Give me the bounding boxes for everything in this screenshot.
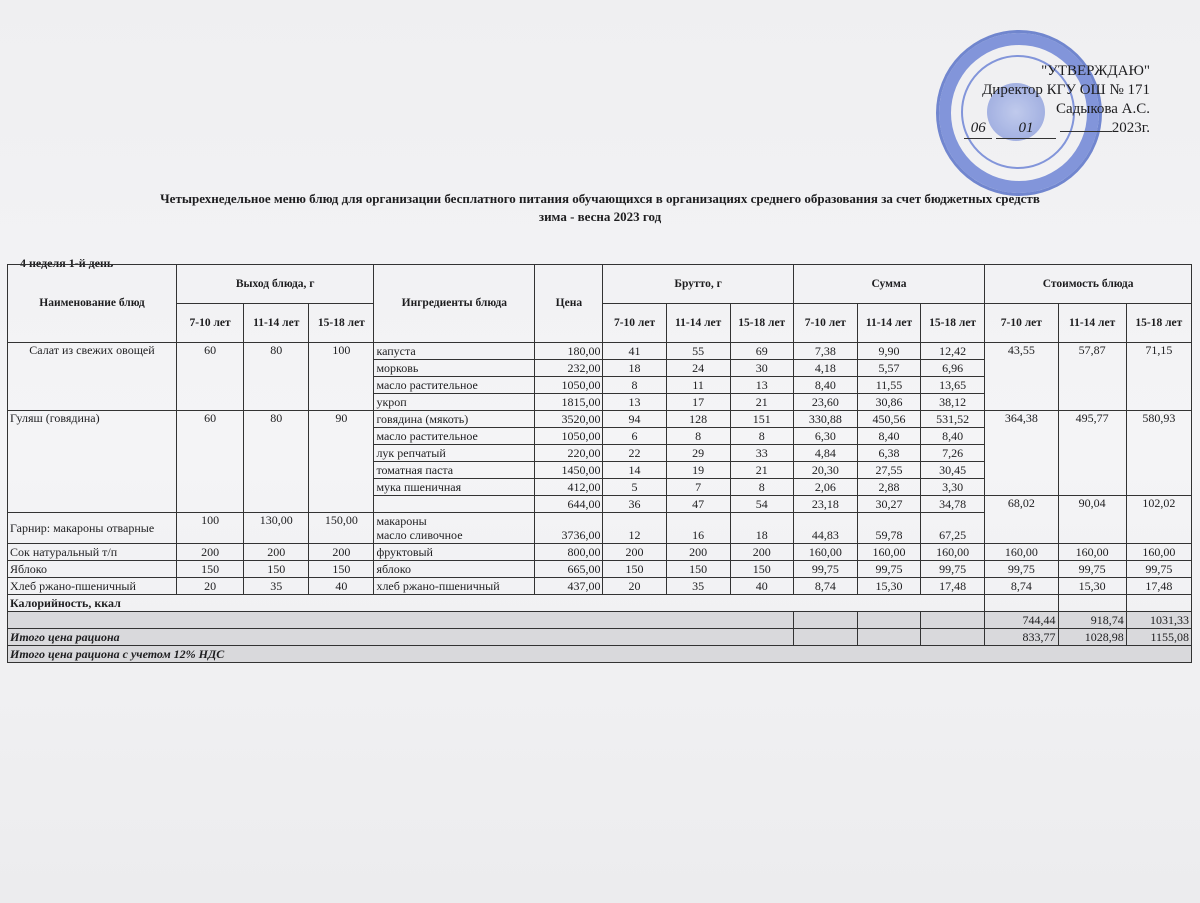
output-cell: 200 bbox=[244, 544, 309, 561]
brutto-cell: 29 bbox=[666, 445, 730, 462]
table-row bbox=[8, 544, 1192, 561]
header-sum-age-15-18: 15-18 лет bbox=[921, 304, 985, 343]
price-cell: 232,00 bbox=[535, 360, 603, 377]
total-price-cell: 1155,08 bbox=[1126, 629, 1191, 646]
dish-name-cell: Хлеб ржано-пшеничный bbox=[8, 578, 177, 595]
brutto-cell: 200 bbox=[730, 544, 793, 561]
ingredient-cell bbox=[374, 513, 535, 544]
header-cost: Стоимость блюда bbox=[985, 265, 1192, 304]
sum-cell: 8,40 bbox=[921, 428, 985, 445]
price-cell: 412,00 bbox=[535, 479, 603, 496]
brutto-cell: 151 bbox=[730, 411, 793, 428]
brutto-cell: 94 bbox=[603, 411, 666, 428]
sum-cell: 13,65 bbox=[921, 377, 985, 394]
cost-cell: 364,38 bbox=[985, 411, 1058, 496]
cost-cell: 71,15 bbox=[1126, 343, 1191, 411]
brutto-cell: 33 bbox=[730, 445, 793, 462]
sum-cell: 330,88 bbox=[793, 411, 857, 428]
cost-cell: 90,04 bbox=[1058, 496, 1126, 544]
sum-cell: 160,00 bbox=[793, 544, 857, 561]
sum-cell: 6,38 bbox=[857, 445, 920, 462]
total-cost-cell: 744,44 bbox=[985, 612, 1058, 629]
cost-cell: 99,75 bbox=[1058, 561, 1126, 578]
calories-row bbox=[8, 595, 1192, 612]
brutto-cell: 6 bbox=[603, 428, 666, 445]
brutto-cell: 24 bbox=[666, 360, 730, 377]
brutto-cell: 69 bbox=[730, 343, 793, 360]
cost-cell: 15,30 bbox=[1058, 578, 1126, 595]
cost-cell: 17,48 bbox=[1126, 578, 1191, 595]
sum-cell: 531,52 bbox=[921, 411, 985, 428]
title-line-1: Четырехнедельное меню блюд для организации бесплатного питания обучающихся в организациях среднего образования за счет бюджетных средств bbox=[160, 191, 1040, 206]
output-cell: 150,00 bbox=[309, 513, 374, 544]
ingredient-cell: масло растительное bbox=[374, 377, 535, 394]
approval-date bbox=[964, 119, 1150, 139]
brutto-cell: 36 bbox=[603, 496, 666, 513]
sum-cell: 34,78 bbox=[921, 496, 985, 513]
sum-cell: 17,48 bbox=[921, 578, 985, 595]
brutto-cell: 5 bbox=[603, 479, 666, 496]
header-brutto: Брутто, г bbox=[603, 265, 793, 304]
total-cost-cell: 918,74 bbox=[1058, 612, 1126, 629]
brutto-cell: 35 bbox=[666, 578, 730, 595]
brutto-cell: 8 bbox=[603, 377, 666, 394]
brutto-cell: 17 bbox=[666, 394, 730, 411]
brutto-cell: 8 bbox=[730, 479, 793, 496]
price-cell: 1450,00 bbox=[535, 462, 603, 479]
dish-name-cell: Гарнир: макароны отварные bbox=[8, 513, 177, 544]
sum-cell: 38,12 bbox=[921, 394, 985, 411]
sum-cell: 2,06 bbox=[793, 479, 857, 496]
total-vat-row bbox=[8, 646, 1192, 663]
sum-cell: 99,75 bbox=[857, 561, 920, 578]
ingredient-name: макароны bbox=[376, 514, 427, 528]
sum-cell: 99,75 bbox=[793, 561, 857, 578]
output-cell: 100 bbox=[309, 343, 374, 411]
output-cell: 60 bbox=[176, 411, 243, 513]
ingredient-cell: томатная паста bbox=[374, 462, 535, 479]
calories-label: Калорийность, ккал bbox=[8, 595, 985, 612]
brutto-cell: 128 bbox=[666, 411, 730, 428]
brutto-cell: 54 bbox=[730, 496, 793, 513]
brutto-cell: 21 bbox=[730, 462, 793, 479]
header-brutto-age-7-10: 7-10 лет bbox=[603, 304, 666, 343]
output-cell: 80 bbox=[244, 343, 309, 411]
header-brutto-age-15-18: 15-18 лет bbox=[730, 304, 793, 343]
sum-cell: 12,42 bbox=[921, 343, 985, 360]
cost-cell: 68,02 bbox=[985, 496, 1058, 544]
price-cell: 220,00 bbox=[535, 445, 603, 462]
cost-cell: 99,75 bbox=[1126, 561, 1191, 578]
total-spacer-cell bbox=[857, 629, 920, 646]
sum-cell: 27,55 bbox=[857, 462, 920, 479]
approval-date-day: 06 bbox=[964, 119, 992, 139]
price-cell: 180,00 bbox=[535, 343, 603, 360]
cost-cell: 99,75 bbox=[985, 561, 1058, 578]
total-cost-cell: 1031,33 bbox=[1126, 612, 1191, 629]
sum-cell: 5,57 bbox=[857, 360, 920, 377]
price-cell: 437,00 bbox=[535, 578, 603, 595]
sum-cell: 23,60 bbox=[793, 394, 857, 411]
ingredient-cell: капуста bbox=[374, 343, 535, 360]
sum-cell: 160,00 bbox=[921, 544, 985, 561]
sum-cell: 4,84 bbox=[793, 445, 857, 462]
total-price-row bbox=[8, 629, 1192, 646]
price-cell: 644,00 bbox=[535, 496, 603, 513]
output-cell: 200 bbox=[176, 544, 243, 561]
sum-cell: 99,75 bbox=[921, 561, 985, 578]
output-cell: 150 bbox=[244, 561, 309, 578]
cost-cell: 160,00 bbox=[1126, 544, 1191, 561]
header-sum-age-11-14: 11-14 лет bbox=[857, 304, 920, 343]
total-spacer-cell bbox=[793, 629, 857, 646]
brutto-cell: 200 bbox=[666, 544, 730, 561]
price-cell: 1815,00 bbox=[535, 394, 603, 411]
output-cell: 200 bbox=[309, 544, 374, 561]
calories-cell bbox=[1058, 595, 1126, 612]
ingredient-cell: говядина (мякоть) bbox=[374, 411, 535, 428]
header-price: Цена bbox=[535, 265, 603, 343]
header-brutto-age-11-14: 11-14 лет bbox=[666, 304, 730, 343]
brutto-cell: 150 bbox=[666, 561, 730, 578]
brutto-cell: 200 bbox=[603, 544, 666, 561]
price-cell: 1050,00 bbox=[535, 428, 603, 445]
header-row-1 bbox=[8, 265, 1192, 304]
price-cell: 3520,00 bbox=[535, 411, 603, 428]
dish-name-cell: Салат из свежих овощей bbox=[8, 343, 177, 411]
header-cost-age-11-14: 11-14 лет bbox=[1058, 304, 1126, 343]
sum-cell: 8,40 bbox=[857, 428, 920, 445]
sum-cell: 20,30 bbox=[793, 462, 857, 479]
sum-cell: 30,86 bbox=[857, 394, 920, 411]
output-cell: 150 bbox=[309, 561, 374, 578]
price-cell: 800,00 bbox=[535, 544, 603, 561]
ingredient-cell: мука пшеничная bbox=[374, 479, 535, 496]
ingredient-cell: яблоко bbox=[374, 561, 535, 578]
cost-cell: 160,00 bbox=[1058, 544, 1126, 561]
header-output-age-7-10: 7-10 лет bbox=[176, 304, 243, 343]
sum-cell: 67,25 bbox=[921, 513, 985, 544]
sum-cell: 2,88 bbox=[857, 479, 920, 496]
day-label: 4 неделя 1-й день bbox=[20, 256, 114, 270]
total-vat-label: Итого цена рациона с учетом 12% НДС bbox=[8, 646, 1192, 663]
cost-cell: 57,87 bbox=[1058, 343, 1126, 411]
output-cell: 60 bbox=[176, 343, 243, 411]
brutto-cell: 7 bbox=[666, 479, 730, 496]
header-dish-name: Наименование блюд bbox=[8, 265, 177, 343]
ingredient-cell: хлеб ржано-пшеничный bbox=[374, 578, 535, 595]
brutto-cell: 12 bbox=[603, 513, 666, 544]
sum-cell: 59,78 bbox=[857, 513, 920, 544]
dish-name-cell: Гуляш (говядина) bbox=[8, 411, 177, 513]
cost-cell: 43,55 bbox=[985, 343, 1058, 411]
sum-cell: 4,18 bbox=[793, 360, 857, 377]
ingredient-cell: морковь bbox=[374, 360, 535, 377]
sum-cell: 160,00 bbox=[857, 544, 920, 561]
header-ingredients: Ингредиенты блюда bbox=[374, 265, 535, 343]
price-cell: 3736,00 bbox=[535, 513, 603, 544]
brutto-cell: 41 bbox=[603, 343, 666, 360]
brutto-cell: 40 bbox=[730, 578, 793, 595]
brutto-cell: 13 bbox=[730, 377, 793, 394]
total-row bbox=[8, 612, 1192, 629]
ingredient-name: масло сливочное bbox=[376, 528, 463, 542]
total-price-label: Итого цена рациона bbox=[8, 629, 794, 646]
ingredient-cell: лук репчатый bbox=[374, 445, 535, 462]
total-spacer-cell bbox=[921, 612, 985, 629]
ingredient-cell bbox=[374, 496, 535, 513]
total-spacer-cell bbox=[793, 612, 857, 629]
sum-cell: 450,56 bbox=[857, 411, 920, 428]
title-line-2: зима - весна 2023 год bbox=[538, 209, 662, 224]
ingredient-cell: масло растительное bbox=[374, 428, 535, 445]
sum-cell: 7,26 bbox=[921, 445, 985, 462]
brutto-cell: 18 bbox=[603, 360, 666, 377]
header-cost-age-7-10: 7-10 лет bbox=[985, 304, 1058, 343]
brutto-cell: 16 bbox=[666, 513, 730, 544]
cost-cell: 495,77 bbox=[1058, 411, 1126, 496]
approval-date-year: 2023г. bbox=[1111, 120, 1150, 136]
sum-cell: 3,30 bbox=[921, 479, 985, 496]
dish-name-cell: Яблоко bbox=[8, 561, 177, 578]
brutto-cell: 150 bbox=[603, 561, 666, 578]
output-cell: 130,00 bbox=[244, 513, 309, 544]
sum-cell: 11,55 bbox=[857, 377, 920, 394]
menu-table bbox=[7, 264, 1192, 663]
table-row bbox=[8, 561, 1192, 578]
total-price-cell: 833,77 bbox=[985, 629, 1058, 646]
calories-cell bbox=[985, 595, 1058, 612]
brutto-cell: 55 bbox=[666, 343, 730, 360]
total-spacer bbox=[8, 612, 794, 629]
header-output: Выход блюда, г bbox=[176, 265, 373, 304]
brutto-cell: 8 bbox=[666, 428, 730, 445]
output-cell: 40 bbox=[309, 578, 374, 595]
brutto-cell: 14 bbox=[603, 462, 666, 479]
ingredient-cell: фруктовый bbox=[374, 544, 535, 561]
brutto-cell: 47 bbox=[666, 496, 730, 513]
cost-cell: 160,00 bbox=[985, 544, 1058, 561]
sum-cell: 8,40 bbox=[793, 377, 857, 394]
sum-cell: 30,27 bbox=[857, 496, 920, 513]
total-price-cell: 1028,98 bbox=[1058, 629, 1126, 646]
sum-cell: 30,45 bbox=[921, 462, 985, 479]
brutto-cell: 19 bbox=[666, 462, 730, 479]
approval-position: Директор КГУ ОШ № 171 bbox=[982, 82, 1150, 98]
output-cell: 20 bbox=[176, 578, 243, 595]
brutto-cell: 150 bbox=[730, 561, 793, 578]
header-sum-age-7-10: 7-10 лет bbox=[793, 304, 857, 343]
table-row bbox=[8, 343, 1192, 360]
sum-cell: 6,96 bbox=[921, 360, 985, 377]
sum-cell: 9,90 bbox=[857, 343, 920, 360]
output-cell: 150 bbox=[176, 561, 243, 578]
sum-cell: 7,38 bbox=[793, 343, 857, 360]
brutto-cell: 22 bbox=[603, 445, 666, 462]
brutto-cell: 13 bbox=[603, 394, 666, 411]
output-cell: 100 bbox=[176, 513, 243, 544]
cost-cell: 8,74 bbox=[985, 578, 1058, 595]
header-output-age-11-14: 11-14 лет bbox=[244, 304, 309, 343]
approval-signer: Садыкова А.С. bbox=[1055, 101, 1150, 117]
brutto-cell: 18 bbox=[730, 513, 793, 544]
brutto-cell: 11 bbox=[666, 377, 730, 394]
sum-cell: 44,83 bbox=[793, 513, 857, 544]
sum-cell: 15,30 bbox=[857, 578, 920, 595]
header-output-age-15-18: 15-18 лет bbox=[309, 304, 374, 343]
total-spacer-cell bbox=[857, 612, 920, 629]
approval-block bbox=[964, 62, 1150, 139]
output-cell: 80 bbox=[244, 411, 309, 513]
brutto-cell: 30 bbox=[730, 360, 793, 377]
ingredient-cell: укроп bbox=[374, 394, 535, 411]
cost-cell: 580,93 bbox=[1126, 411, 1191, 496]
document-title bbox=[60, 190, 1140, 226]
output-cell: 35 bbox=[244, 578, 309, 595]
total-spacer-cell bbox=[921, 629, 985, 646]
header-cost-age-15-18: 15-18 лет bbox=[1126, 304, 1191, 343]
approval-date-month: 01 bbox=[996, 119, 1056, 139]
sum-cell: 23,18 bbox=[793, 496, 857, 513]
table-row bbox=[8, 578, 1192, 595]
brutto-cell: 21 bbox=[730, 394, 793, 411]
table-row bbox=[8, 411, 1192, 428]
dish-name-cell: Сок натуральный т/п bbox=[8, 544, 177, 561]
brutto-cell: 20 bbox=[603, 578, 666, 595]
calories-cell bbox=[1126, 595, 1191, 612]
output-cell: 90 bbox=[309, 411, 374, 513]
price-cell: 665,00 bbox=[535, 561, 603, 578]
sum-cell: 8,74 bbox=[793, 578, 857, 595]
sum-cell: 6,30 bbox=[793, 428, 857, 445]
cost-cell: 102,02 bbox=[1126, 496, 1191, 544]
approval-heading: "УТВЕРЖДАЮ" bbox=[1041, 63, 1150, 79]
price-cell: 1050,00 bbox=[535, 377, 603, 394]
header-sum: Сумма bbox=[793, 265, 984, 304]
brutto-cell: 8 bbox=[730, 428, 793, 445]
